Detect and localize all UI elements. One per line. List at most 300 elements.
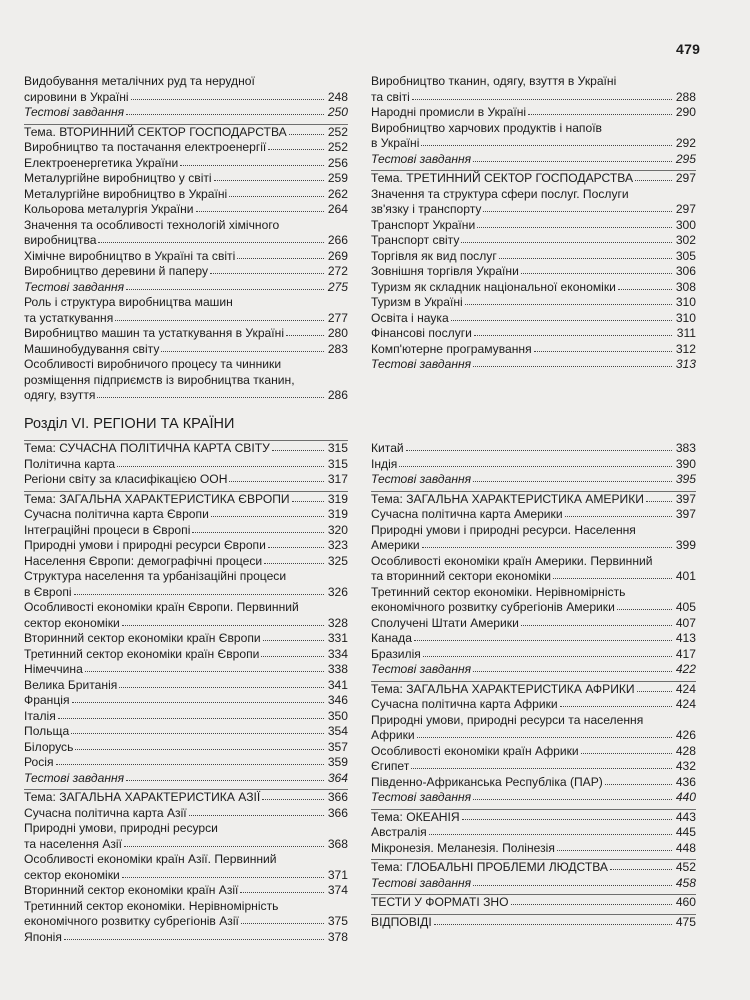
toc-entry-title: ВІДПОВІДІ: [371, 914, 432, 929]
dot-leader: [617, 599, 672, 610]
toc-entry-title: Транспорт України: [371, 217, 476, 232]
dot-leader: [192, 522, 324, 533]
toc-entry-title: Індія: [371, 456, 398, 471]
toc-entry[interactable]: [371, 280, 696, 296]
toc-entry[interactable]: [24, 187, 348, 203]
toc-entry-title: Тестові завдання: [371, 472, 472, 486]
dot-leader: [263, 630, 324, 641]
dot-leader: [473, 875, 672, 886]
toc-page-number: 428: [675, 743, 696, 758]
toc-page-number: 378: [327, 929, 348, 944]
dot-leader: [557, 840, 672, 851]
toc-entry[interactable]: [24, 709, 348, 725]
toc-page-number: 286: [327, 388, 348, 402]
toc-entry-title: Населення Європи: демографічні процеси: [24, 553, 263, 568]
dot-leader: [289, 124, 324, 135]
toc-entry-title: Сполучені Штати Америки: [371, 615, 519, 630]
dot-leader: [75, 739, 324, 750]
dot-leader: [605, 774, 672, 785]
toc-entry-title: Тестові завдання: [371, 875, 472, 890]
toc-page-number: 275: [327, 279, 348, 294]
toc-entry[interactable]: [371, 554, 696, 585]
toc-entry-title: Італія: [24, 708, 56, 723]
toc-entry[interactable]: [24, 852, 348, 883]
toc-entry[interactable]: [24, 554, 348, 570]
dot-leader: [511, 894, 672, 905]
dot-leader: [64, 929, 324, 940]
toc-entry[interactable]: [24, 171, 348, 187]
dot-leader: [115, 310, 324, 321]
toc-topic-heading[interactable]: [371, 810, 696, 826]
dot-leader: [268, 537, 324, 548]
toc-entry-title: Регіони світу за класифікацією ООН: [24, 472, 228, 486]
toc-entry[interactable]: [24, 218, 348, 249]
toc-entry[interactable]: [371, 121, 696, 152]
toc-entry-title: Фінансові послуги: [371, 326, 472, 340]
dot-leader: [646, 491, 672, 502]
toc-entry[interactable]: [24, 899, 348, 930]
toc-page-number: 310: [675, 310, 696, 325]
toc-entry[interactable]: [24, 740, 348, 756]
toc-entry-title: одягу, взуття: [24, 388, 96, 402]
toc-entry-title: Тестові завдання: [24, 279, 125, 294]
toc-entry-title: сектор економіки: [24, 867, 120, 882]
toc-page-number: 308: [675, 279, 696, 294]
toc-page-number: 458: [675, 875, 696, 890]
toc-entry-title: Політична карта: [24, 456, 116, 471]
toc-entry[interactable]: [24, 771, 348, 787]
toc-entry-title: ТЕСТИ У ФОРМАТІ ЗНО: [371, 895, 509, 909]
toc-page-number: 401: [675, 569, 696, 583]
dot-leader: [240, 882, 324, 893]
toc-entry[interactable]: [371, 457, 696, 473]
toc-entry[interactable]: [24, 202, 348, 218]
toc-page-number: 445: [675, 825, 696, 839]
dot-leader: [423, 646, 672, 657]
toc-entry-title: Тема: СУЧАСНА ПОЛІТИЧНА КАРТА СВІТУ: [24, 441, 270, 455]
toc-page-number: 364: [327, 770, 348, 785]
toc-page-number: 266: [327, 233, 348, 247]
toc-page-number: 460: [675, 895, 696, 909]
dot-leader: [211, 506, 324, 517]
toc-entry[interactable]: [371, 697, 696, 713]
toc-entry[interactable]: [371, 585, 696, 616]
toc-page-number: 272: [327, 264, 348, 278]
toc-entry[interactable]: [371, 841, 696, 857]
toc-page-number: 277: [327, 310, 348, 325]
toc-page-number: 397: [675, 507, 696, 521]
toc-entry-title: та устаткування: [24, 310, 114, 325]
toc-entry[interactable]: [371, 295, 696, 311]
toc-entry[interactable]: [24, 156, 348, 172]
toc-page-number: 448: [675, 840, 696, 855]
toc-entry-title: економічного розвитку субрегіонів Азії: [24, 914, 239, 928]
toc-entry-title: Машинобудування світу: [24, 341, 160, 356]
toc-entry[interactable]: [24, 74, 348, 105]
dot-leader: [126, 279, 324, 290]
toc-entry[interactable]: [371, 775, 696, 791]
dot-leader: [272, 440, 324, 451]
toc-entry-text: Значення та особливості технологій хімічного: [24, 217, 280, 232]
toc-page-number: 424: [675, 681, 696, 696]
toc-entry[interactable]: [371, 713, 696, 744]
dot-leader: [229, 186, 324, 197]
toc-entry[interactable]: [371, 357, 696, 373]
toc-page-number: 422: [675, 662, 696, 676]
toc-entry[interactable]: [24, 883, 348, 899]
toc-page-number: 283: [327, 341, 348, 356]
toc-entry-title: Велика Британія: [24, 677, 118, 692]
toc-page-number: 292: [675, 136, 696, 150]
toc-entry[interactable]: [371, 311, 696, 327]
toc-entry-title: Білорусь: [24, 739, 74, 754]
toc-page-number: 312: [675, 341, 696, 356]
toc-entry-title: Тема: ЗАГАЛЬНА ХАРАКТЕРИСТИКА АМЕРИКИ: [371, 491, 644, 506]
dot-leader: [180, 155, 324, 166]
toc-page-number: 250: [327, 105, 348, 119]
toc-page-number: 325: [327, 553, 348, 568]
dot-leader: [237, 248, 324, 259]
toc-entry[interactable]: [371, 616, 696, 632]
toc-entry[interactable]: [24, 264, 348, 280]
dot-leader: [292, 491, 324, 502]
dot-leader: [473, 356, 672, 367]
toc-entry[interactable]: [371, 105, 696, 121]
toc-topic-heading[interactable]: [24, 790, 348, 806]
toc-entry-title: сектор економіки: [24, 615, 120, 630]
dot-leader: [210, 263, 324, 274]
dot-leader: [85, 661, 324, 672]
toc-entry-title: Тема: ЗАГАЛЬНА ХАРАКТЕРИСТИКА АЗІЇ: [24, 790, 261, 804]
toc-entry-title: Народні промисли в Україні: [371, 105, 527, 119]
toc-page-number: 424: [675, 697, 696, 711]
toc-entry-text: Природні умови і природні ресурси. Населення: [371, 522, 636, 537]
toc-entry-title: Америки: [371, 538, 420, 552]
page-number: 479: [676, 41, 701, 57]
toc-entry-title: Тестові завдання: [371, 151, 472, 166]
dot-leader: [412, 89, 672, 100]
toc-page-number: 368: [327, 836, 348, 851]
toc-page-number: 390: [675, 456, 696, 471]
dot-leader: [414, 630, 672, 641]
toc-topic-heading[interactable]: [371, 682, 696, 698]
toc-entry-title: Австралія: [371, 825, 427, 839]
toc-entry[interactable]: [24, 357, 348, 404]
dot-leader: [417, 727, 672, 738]
toc-page-number: 326: [327, 584, 348, 599]
toc-page-number: 310: [675, 295, 696, 309]
toc-page-number: 323: [327, 538, 348, 552]
toc-entry-title: Транспорт світу: [371, 233, 460, 247]
toc-entry-text: Третинний сектор економіки. Нерівномірність: [371, 584, 626, 599]
toc-page-number: 319: [327, 491, 348, 506]
toc-entry[interactable]: [24, 523, 348, 539]
dot-leader: [422, 537, 672, 548]
toc-entry-title: Особливості економіки країн Африки: [371, 743, 579, 758]
toc-entry-title: Туризм як складник національної економіки: [371, 279, 616, 294]
toc-entry[interactable]: [24, 140, 348, 156]
toc-entry-title: Виробництво деревини й паперу: [24, 264, 208, 278]
toc-page-number: 248: [327, 89, 348, 104]
toc-page-number: 407: [675, 615, 696, 630]
dot-leader: [521, 615, 672, 626]
dot-leader: [262, 789, 324, 800]
toc-page-number: 300: [675, 217, 696, 232]
dot-leader: [411, 758, 672, 769]
dot-leader: [161, 341, 324, 352]
toc-entry-title: Тема: ЗАГАЛЬНА ХАРАКТЕРИСТИКА АФРИКИ: [371, 681, 635, 696]
toc-entry[interactable]: [24, 472, 348, 488]
toc-entry[interactable]: [371, 759, 696, 775]
toc-entry-title: Тестові завдання: [371, 662, 472, 676]
toc-entry[interactable]: [371, 507, 696, 523]
dot-leader: [635, 170, 672, 181]
dot-leader: [521, 263, 672, 274]
toc-entry[interactable]: [24, 538, 348, 554]
toc-page-number: 405: [675, 600, 696, 614]
dot-leader: [451, 310, 672, 321]
toc-topic-heading[interactable]: [371, 860, 696, 876]
toc-entry[interactable]: [371, 441, 696, 457]
toc-page-number: 395: [675, 472, 696, 486]
toc-entry-title: Тема. ВТОРИННИЙ СЕКТОР ГОСПОДАРСТВА: [24, 124, 287, 139]
toc-page-number: 371: [327, 867, 348, 882]
toc-entry-title: Південно-Африканська Республіка (ПАР): [371, 774, 603, 789]
toc-entry[interactable]: [371, 233, 696, 249]
toc-entry[interactable]: [24, 280, 348, 296]
toc-entry-text: Роль і структура виробництва машин: [24, 295, 233, 309]
dot-leader: [241, 913, 324, 924]
toc-page-number: 334: [327, 646, 348, 661]
dot-leader: [122, 615, 324, 626]
dot-leader: [465, 294, 672, 305]
toc-entry-text: розміщення підприємств із виробництва тканин,: [24, 372, 295, 387]
toc-entry-title: Африки: [371, 728, 415, 742]
toc-page-number: 399: [675, 538, 696, 552]
toc-page-number: 269: [327, 248, 348, 263]
toc-entry[interactable]: [24, 930, 348, 946]
toc-entry[interactable]: [24, 569, 348, 600]
toc-entry[interactable]: [24, 662, 348, 678]
toc-entry[interactable]: [24, 693, 348, 709]
toc-entry[interactable]: [24, 724, 348, 740]
dot-leader: [421, 135, 672, 146]
toc-entry[interactable]: [371, 631, 696, 647]
dot-leader: [399, 456, 672, 467]
toc-entry[interactable]: [371, 472, 696, 488]
dot-leader: [286, 325, 324, 336]
toc-entry[interactable]: [24, 600, 348, 631]
dot-leader: [473, 151, 672, 162]
toc-page-number: 297: [675, 202, 696, 216]
toc-page-number: 341: [327, 677, 348, 692]
toc-page-number: 311: [676, 326, 696, 340]
toc-entry[interactable]: [24, 755, 348, 771]
toc-entry-title: Тема: ЗАГАЛЬНА ХАРАКТЕРИСТИКА ЄВРОПИ: [24, 491, 290, 506]
toc-entry[interactable]: [24, 457, 348, 473]
toc-page-number: 375: [327, 914, 348, 928]
toc-entry-title: Металургійне виробництво в Україні: [24, 186, 228, 201]
toc-entry-title: Комп'ютерне програмування: [371, 341, 532, 356]
toc-entry[interactable]: [371, 264, 696, 280]
toc-entry-title: виробництва: [24, 233, 97, 247]
dot-leader: [214, 170, 324, 181]
section-title: Розділ VI. РЕГІОНИ ТА КРАЇНИ: [24, 416, 235, 432]
toc-entry[interactable]: [24, 806, 348, 822]
toc-page-number: 252: [327, 124, 348, 139]
toc-page-number: 350: [327, 708, 348, 723]
dot-leader: [189, 805, 324, 816]
toc-page-number: 306: [675, 264, 696, 278]
toc-page-number: 413: [675, 631, 696, 645]
toc-entry-title: Сучасна політична карта Європи: [24, 507, 209, 521]
toc-entry[interactable]: [24, 249, 348, 265]
dot-leader: [429, 824, 672, 835]
toc-entry[interactable]: [371, 790, 696, 806]
toc-entry[interactable]: [24, 647, 348, 663]
toc-entry[interactable]: [371, 876, 696, 892]
dot-leader: [528, 104, 672, 115]
toc-entry-title: Росія: [24, 755, 54, 769]
toc-page-number: 366: [327, 805, 348, 820]
toc-entry-text: Природні умови, природні ресурси та населення: [371, 712, 644, 727]
dot-leader: [268, 139, 324, 150]
dot-leader: [499, 248, 672, 259]
toc-page-number: 297: [675, 171, 696, 185]
toc-entry[interactable]: [24, 295, 348, 326]
dot-leader: [72, 692, 325, 703]
toc-entry[interactable]: [24, 105, 348, 121]
toc-entry[interactable]: [371, 647, 696, 663]
toc-entry-text: Видобування металічних руд та нерудної: [24, 74, 255, 88]
toc-topic-heading[interactable]: [371, 171, 696, 187]
dot-leader: [126, 104, 324, 115]
toc-entry-title: Тестові завдання: [371, 790, 472, 804]
dot-leader: [122, 867, 324, 878]
toc-entry-title: Польща: [24, 724, 70, 738]
toc-topic-heading[interactable]: [24, 125, 348, 141]
toc-entry-title: Тестові завдання: [24, 770, 125, 785]
toc-page-number: 331: [327, 631, 348, 645]
toc-page-number: 259: [327, 171, 348, 185]
toc-entry[interactable]: [24, 507, 348, 523]
toc-topic-heading[interactable]: [24, 492, 348, 508]
dot-leader: [637, 681, 672, 692]
toc-topic-heading[interactable]: [371, 492, 696, 508]
toc-entry[interactable]: [371, 744, 696, 760]
toc-page-number: 256: [327, 155, 348, 170]
toc-page-number: 338: [327, 662, 348, 676]
toc-entry-title: та населення Азії: [24, 836, 122, 851]
toc-page-number: 280: [327, 326, 348, 340]
toc-entry-text: Структура населення та урбанізаційні процеси: [24, 569, 287, 583]
toc-page-number: 290: [675, 105, 696, 119]
toc-entry-text: Особливості економіки країн Америки. Первинний: [371, 553, 653, 568]
toc-topic-heading[interactable]: [371, 915, 696, 931]
toc-entry-title: зв'язку і транспорту: [371, 202, 482, 216]
toc-page-number: 264: [327, 202, 348, 216]
dot-leader: [264, 553, 324, 564]
toc-page-number: 346: [327, 693, 348, 707]
toc-page-number: 452: [675, 860, 696, 874]
toc-entry-title: Вторинний сектор економіки країн Азії: [24, 883, 239, 897]
toc-entry-text: Особливості економіки країн Азії. Первинний: [24, 852, 277, 866]
dot-leader: [473, 661, 672, 672]
toc-page-number: 359: [327, 755, 348, 769]
toc-entry-title: Сучасна політична карта Азії: [24, 805, 187, 820]
toc-entry[interactable]: [371, 152, 696, 168]
toc-entry-title: Сучасна політична карта Африки: [371, 697, 558, 711]
toc-entry-title: Освіта і наука: [371, 310, 449, 325]
toc-page-number: 288: [675, 89, 696, 104]
toc-entry[interactable]: [371, 326, 696, 342]
toc-entry-title: економічного розвитку субрегіонів Америки: [371, 600, 615, 614]
toc-entry-title: Третинний сектор економіки країн Європи: [24, 646, 260, 661]
toc-entry-title: та вторинний сектори економіки: [371, 569, 551, 583]
toc-page-number: 366: [327, 790, 348, 804]
toc-topic-heading[interactable]: [24, 441, 348, 457]
dot-leader: [473, 471, 672, 482]
toc-page-number: 328: [327, 615, 348, 630]
toc-page-number: 319: [327, 507, 348, 521]
toc-entry-title: Інтеграційні процеси в Європі: [24, 522, 191, 537]
toc-page-number: 417: [675, 646, 696, 661]
dot-leader: [196, 201, 324, 212]
toc-entry-title: Єгипет: [371, 759, 410, 773]
toc-topic-heading[interactable]: [371, 895, 696, 911]
toc-entry-title: Японія: [24, 929, 62, 944]
toc-page-number: 432: [675, 759, 696, 773]
toc-entry[interactable]: [371, 218, 696, 234]
toc-entry[interactable]: [24, 678, 348, 694]
toc-entry[interactable]: [24, 821, 348, 852]
dot-leader: [229, 471, 324, 482]
toc-page-number: 475: [675, 914, 696, 929]
toc-entry[interactable]: [371, 342, 696, 358]
toc-entry[interactable]: [371, 187, 696, 218]
dot-leader: [474, 325, 672, 336]
toc-page-number: 262: [327, 186, 348, 201]
toc-entry[interactable]: [371, 74, 696, 105]
toc-entry-title: Тестові завдання: [371, 357, 472, 371]
dot-leader: [553, 568, 672, 579]
toc-entry[interactable]: [371, 662, 696, 678]
toc-page-number: 426: [675, 728, 696, 742]
toc-entry-text: Значення та структура сфери послуг. Послуги: [371, 186, 629, 201]
toc-entry[interactable]: [24, 631, 348, 647]
toc-page-number: 313: [675, 357, 696, 371]
toc-entry[interactable]: [24, 342, 348, 358]
dot-leader: [560, 696, 672, 707]
dot-leader: [534, 341, 672, 352]
dot-leader: [461, 232, 672, 243]
toc-entry[interactable]: [371, 249, 696, 265]
toc-entry-title: сировини в Україні: [24, 89, 129, 104]
toc-entry-title: Китай: [371, 441, 404, 455]
toc-entry-title: Зовнішня торгівля України: [371, 264, 519, 278]
toc-page-number: 436: [675, 774, 696, 789]
dot-leader: [71, 723, 324, 734]
toc-entry-title: Франція: [24, 693, 70, 707]
toc-entry-text: Особливості виробничого процесу та чинники: [24, 357, 282, 371]
toc-entry-title: Мікронезія. Меланезія. Полінезія: [371, 840, 555, 855]
toc-page-number: 320: [327, 522, 348, 537]
toc-page-number: 383: [675, 441, 696, 455]
toc-entry-text: Природні умови, природні ресурси: [24, 821, 218, 835]
toc-entry[interactable]: [24, 326, 348, 342]
toc-entry[interactable]: [371, 523, 696, 554]
toc-entry[interactable]: [371, 825, 696, 841]
